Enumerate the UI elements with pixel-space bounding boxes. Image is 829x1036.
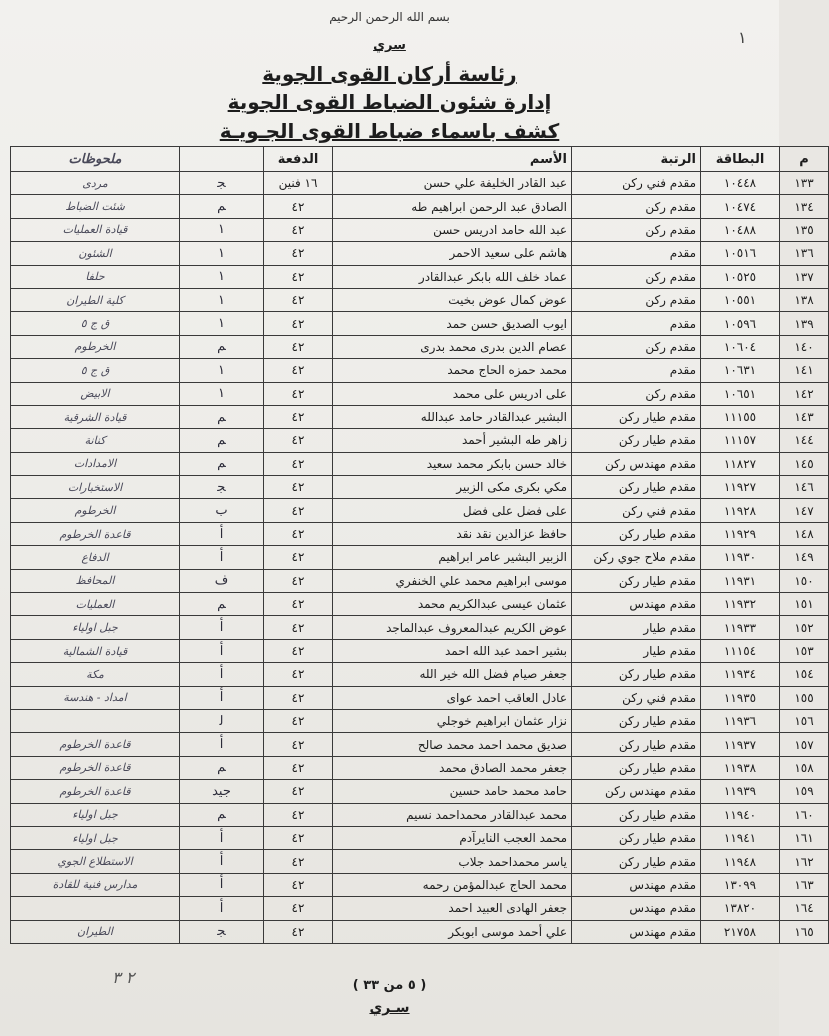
cell-rank: مقدم طيار ركن [572,663,701,686]
cell-card: ١٠٥٥١ [701,288,780,311]
cell-signature: ﻢ [180,452,264,475]
table-row [11,172,829,195]
table-row [11,288,829,311]
cell-batch: ٤٢ [264,639,333,662]
cell-note [11,709,180,732]
cell-batch: ٤٢ [264,359,333,382]
cell-note: ق ج ٥ [11,312,180,335]
cell-card: ١١١٥٧ [701,429,780,452]
cell-name: حافظ عزالدين نقد نقد [333,522,572,545]
cell-card: ١٠٦٣١ [701,359,780,382]
cell-rank: مقدم مهندس [572,920,701,943]
cell-batch: ٤٢ [264,593,333,616]
cell-rank: مقدم فني ركن [572,499,701,522]
basmala: بسم الله الرحمن الرحيم [329,10,450,24]
cell-batch: ٤٢ [264,265,333,288]
cell-signature: ﻢ [180,593,264,616]
table-row [11,405,829,428]
cell-signature: ﺠ [180,920,264,943]
cell-signature: ١ [180,312,264,335]
cell-num: ١٥٤ [780,663,829,686]
cell-num: ١٥٨ [780,756,829,779]
cell-note: قيادة العمليات [11,218,180,241]
cell-rank: مقدم ركن [572,195,701,218]
table-row [11,546,829,569]
cell-num: ١٤٤ [780,429,829,452]
header-rank: الرتبة [572,147,701,172]
table-row [11,499,829,522]
cell-note: الابيض [11,382,180,405]
cell-note: قيادة الشمالية [11,639,180,662]
table-row [11,850,829,873]
cell-rank: مقدم طيار ركن [572,756,701,779]
cell-card: ١٠٥٩٦ [701,312,780,335]
cell-rank: مقدم طيار ركن [572,429,701,452]
cell-signature: ﺃ [180,663,264,686]
cell-note: الخرطوم [11,499,180,522]
cell-rank: مقدم [572,359,701,382]
cell-batch: ٤٢ [264,405,333,428]
cell-name: عماد خلف الله بابكر عبدالقادر [333,265,572,288]
cell-note: الشئون [11,242,180,265]
cell-rank: مقدم ركن [572,335,701,358]
cell-signature: ﺠ [180,172,264,195]
cell-card: ١١١٥٤ [701,639,780,662]
cell-num: ١٤٧ [780,499,829,522]
cell-rank: مقدم طيار ركن [572,803,701,826]
cell-num: ١٥٢ [780,616,829,639]
cell-name: محمد حمزه الحاج محمد [333,359,572,382]
heading-line-2: إدارة شئون الضباط القوى الجوية [227,90,552,114]
cell-card: ١١٩٣١ [701,569,780,592]
cell-name: حامد محمد حامد حسين [333,780,572,803]
cell-rank: مقدم طيار ركن [572,733,701,756]
cell-card: ١١٩٤١ [701,826,780,849]
cell-num: ١٤٦ [780,476,829,499]
cell-card: ٢١٧٥٨ [701,920,780,943]
cell-name: الصادق عبد الرحمن ابراهيم طه [333,195,572,218]
cell-name: محمد العجب النايرآدم [333,826,572,849]
cell-batch: ٤٢ [264,522,333,545]
cell-name: بشير احمد عبد الله احمد [333,639,572,662]
cell-num: ١٥٦ [780,709,829,732]
cell-batch: ٤٢ [264,803,333,826]
cell-note: العمليات [11,593,180,616]
cell-batch: ٤٢ [264,195,333,218]
cell-name: الزبير البشير عامر ابراهيم [333,546,572,569]
cell-name: مكي بكرى مكى الزبير [333,476,572,499]
cell-note: قاعدة الخرطوم [11,522,180,545]
cell-rank: مقدم طيار ركن [572,522,701,545]
cell-num: ١٦١ [780,826,829,849]
cell-note: كنانة [11,429,180,452]
cell-num: ١٤٢ [780,382,829,405]
heading-line-3: كشف باسماء ضباط القوى الجـويـة [219,119,560,143]
cell-note: الطيران [11,920,180,943]
cell-note: كلية الطيران [11,288,180,311]
cell-note: شئت الضباط [11,195,180,218]
cell-rank: مقدم طيار ركن [572,405,701,428]
cell-num: ١٤٨ [780,522,829,545]
cell-card: ١١٩٤٨ [701,850,780,873]
cell-note: قاعدة الخرطوم [11,780,180,803]
cell-note: ق ج ٥ [11,359,180,382]
cell-signature: ﺃ [180,616,264,639]
cell-batch: ٤٢ [264,756,333,779]
cell-card: ١٠٦٥١ [701,382,780,405]
table-row [11,756,829,779]
cell-rank: مقدم [572,312,701,335]
cell-name: ايوب الصديق حسن حمد [333,312,572,335]
cell-card: ١٠٥٢٥ [701,265,780,288]
cell-num: ١٣٧ [780,265,829,288]
cell-card: ١١٩٤٠ [701,803,780,826]
cell-num: ١٣٩ [780,312,829,335]
table-row [11,803,829,826]
table-row [11,569,829,592]
cell-card: ١٠٤٤٨ [701,172,780,195]
cell-num: ١٣٥ [780,218,829,241]
header-num: م [780,147,829,172]
cell-batch: ٤٢ [264,382,333,405]
cell-rank: مقدم مهندس ركن [572,452,701,475]
header-name: الأسم [333,147,572,172]
cell-note: جبل اولياء [11,616,180,639]
table-row [11,593,829,616]
cell-batch: ٤٢ [264,499,333,522]
cell-signature: ١ [180,242,264,265]
cell-name: صديق محمد احمد محمد صالح [333,733,572,756]
cell-batch: ٤٢ [264,616,333,639]
cell-rank: مقدم ركن [572,382,701,405]
cell-batch: ٤٢ [264,312,333,335]
cell-rank: مقدم مهندس [572,593,701,616]
table-row [11,265,829,288]
cell-batch: ٤٢ [264,873,333,896]
cell-note: امداد - هندسة [11,686,180,709]
cell-note: الدفاع [11,546,180,569]
table-row [11,359,829,382]
cell-card: ١١١٥٥ [701,405,780,428]
cell-card: ١١٩٣٢ [701,593,780,616]
cell-signature: ﻢ [180,405,264,428]
cell-card: ١٣٨٢٠ [701,897,780,920]
table-row [11,663,829,686]
cell-num: ١٤٩ [780,546,829,569]
cell-batch: ٤٢ [264,733,333,756]
table-row [11,452,829,475]
table-row [11,242,829,265]
cell-num: ١٦٠ [780,803,829,826]
cell-name: البشير عبدالقادر حامد عبدالله [333,405,572,428]
cell-note: الاستطلاع الجوي [11,850,180,873]
cell-batch: ٤٢ [264,826,333,849]
cell-name: هاشم على سعيد الاحمر [333,242,572,265]
table-row [11,920,829,943]
cell-card: ١١٨٢٧ [701,452,780,475]
heading-line-1: رئاسة أركان القوى الجوية [262,62,517,86]
cell-name: عبد الله حامد ادريس حسن [333,218,572,241]
cell-num: ١٦٥ [780,920,829,943]
table-row [11,335,829,358]
cell-batch: ٤٢ [264,850,333,873]
cell-batch: ٤٢ [264,920,333,943]
cell-signature: ﻑ [180,569,264,592]
cell-signature: ١ [180,382,264,405]
cell-batch: ٤٢ [264,569,333,592]
page-number: ( ٥ من ٣٣ ) [352,978,427,993]
cell-rank: مقدم فني ركن [572,172,701,195]
cell-name: عوض كمال عوض بخيت [333,288,572,311]
cell-name: جعفر محمد الصادق محمد [333,756,572,779]
table-row [11,195,829,218]
cell-num: ١٤٠ [780,335,829,358]
cell-note [11,897,180,920]
cell-signature: ﺃ [180,826,264,849]
cell-rank: مقدم ركن [572,218,701,241]
cell-name: موسى ابراهيم محمد علي الخنفري [333,569,572,592]
cell-note: مكة [11,663,180,686]
header-batch: الدفعة [264,147,333,172]
cell-rank: مقدم طيار ركن [572,476,701,499]
officers-table [10,146,829,944]
cell-card: ١١٩٢٧ [701,476,780,499]
cell-batch: ٤٢ [264,429,333,452]
cell-num: ١٦٤ [780,897,829,920]
cell-signature: ﺃ [180,733,264,756]
cell-rank: مقدم طيار ركن [572,709,701,732]
cell-num: ١٥١ [780,593,829,616]
cell-name: زاهر طه البشير أحمد [333,429,572,452]
cell-signature: ﻟ [180,709,264,732]
cell-num: ١٤١ [780,359,829,382]
cell-card: ١٣٠٩٩ [701,873,780,896]
cell-batch: ٤٢ [264,335,333,358]
table-row [11,616,829,639]
table-row [11,709,829,732]
table-row [11,873,829,896]
cell-note: مردى [11,172,180,195]
cell-batch: ٤٢ [264,288,333,311]
cell-rank: مقدم مهندس [572,873,701,896]
cell-name: عوض الكريم عبدالمعروف عبدالماجد [333,616,572,639]
cell-name: جعفر صيام فضل الله خير الله [333,663,572,686]
cell-rank: مقدم مهندس ركن [572,780,701,803]
cell-signature: ﺃ [180,639,264,662]
cell-batch: ٤٢ [264,663,333,686]
table-row [11,733,829,756]
cell-batch: ٤٢ [264,709,333,732]
cell-signature: ﻢ [180,756,264,779]
cell-note: حلفا [11,265,180,288]
cell-rank: مقدم [572,242,701,265]
table-row [11,312,829,335]
cell-batch: ٤٢ [264,476,333,499]
cell-note: الامدادات [11,452,180,475]
cell-batch: ١٦ فنين [264,172,333,195]
cell-rank: مقدم طيار [572,639,701,662]
header-card: البطاقة [701,147,780,172]
cell-name: عبد القادر الخليفة علي حسن [333,172,572,195]
table-header-row [11,147,829,172]
cell-num: ١٥٠ [780,569,829,592]
cell-signature: ١ [180,265,264,288]
cell-note: الاستخبارات [11,476,180,499]
cell-num: ١٤٣ [780,405,829,428]
cell-rank: مقدم طيار ركن [572,569,701,592]
cell-num: ١٣٣ [780,172,829,195]
cell-name: علي أحمد موسى ابوبكر [333,920,572,943]
cell-signature: ﺃ [180,897,264,920]
cell-name: خالد حسن بابكر محمد سعيد [333,452,572,475]
cell-rank: مقدم مهندس [572,897,701,920]
classification-top: سري [373,38,406,53]
cell-note: الخرطوم [11,335,180,358]
table-row [11,780,829,803]
handwritten-scribble: ٢ ٣ [112,968,135,987]
cell-name: على فضل على فضل [333,499,572,522]
cell-batch: ٤٢ [264,546,333,569]
cell-batch: ٤٢ [264,452,333,475]
cell-rank: مقدم ركن [572,288,701,311]
header-notes: ملحوظات [11,147,180,172]
cell-batch: ٤٢ [264,242,333,265]
cell-card: ١١٩٣٧ [701,733,780,756]
cell-signature: ب [180,499,264,522]
cell-card: ١١٩٣٠ [701,546,780,569]
cell-card: ١١٩٣٨ [701,756,780,779]
cell-note: قاعدة الخرطوم [11,733,180,756]
cell-num: ١٣٨ [780,288,829,311]
cell-num: ١٥٣ [780,639,829,662]
classification-bottom: سـري [369,1000,410,1016]
cell-name: جعفر الهادى العبيد احمد [333,897,572,920]
cell-rank: مقدم ركن [572,265,701,288]
cell-note: قيادة الشرقية [11,405,180,428]
cell-name: نزار عثمان ابراهيم خوجلي [333,709,572,732]
table-row [11,218,829,241]
table-row [11,826,829,849]
cell-card: ١١٩٣٦ [701,709,780,732]
table-row [11,522,829,545]
table-row [11,382,829,405]
cell-card: ١١٩٣٩ [701,780,780,803]
cell-card: ١١٩٣٣ [701,616,780,639]
margin-mark: ١ [738,28,747,47]
cell-card: ١١٩٢٩ [701,522,780,545]
cell-note: جبل اولياء [11,803,180,826]
cell-note: قاعدة الخرطوم [11,756,180,779]
cell-signature: ﺠ [180,476,264,499]
table-row [11,476,829,499]
cell-num: ١٣٦ [780,242,829,265]
cell-rank: مقدم ملاح جوي ركن [572,546,701,569]
cell-card: ١٠٥١٦ [701,242,780,265]
cell-num: ١٦٣ [780,873,829,896]
cell-signature: ﻢ [180,429,264,452]
cell-signature: ﻢ [180,195,264,218]
cell-signature: ١ [180,288,264,311]
cell-signature: ﺃ [180,686,264,709]
cell-card: ١١٩٢٨ [701,499,780,522]
cell-rank: مقدم طيار ركن [572,826,701,849]
cell-signature: ﺃ [180,522,264,545]
cell-signature: ﻢ [180,335,264,358]
cell-signature: ﺃ [180,546,264,569]
cell-name: عثمان عيسى عبدالكريم محمد [333,593,572,616]
cell-card: ١٠٤٧٤ [701,195,780,218]
cell-signature: ١ [180,359,264,382]
cell-signature: ١ [180,218,264,241]
cell-name: على ادريس على محمد [333,382,572,405]
cell-card: ١١٩٣٤ [701,663,780,686]
cell-card: ١١٩٣٥ [701,686,780,709]
cell-batch: ٤٢ [264,686,333,709]
cell-batch: ٤٢ [264,780,333,803]
table-row [11,686,829,709]
cell-card: ١٠٤٨٨ [701,218,780,241]
cell-rank: مقدم طيار [572,616,701,639]
cell-name: عصام الدين بدرى محمد بدرى [333,335,572,358]
cell-name: عادل العاقب احمد عواى [333,686,572,709]
cell-card: ١٠٦٠٤ [701,335,780,358]
cell-signature: ﻢ [180,803,264,826]
cell-rank: مقدم طيار ركن [572,850,701,873]
header-signature [180,147,264,172]
cell-name: ياسر محمداحمد جلاب [333,850,572,873]
cell-num: ١٥٥ [780,686,829,709]
cell-note: مدارس فنية للقادة [11,873,180,896]
cell-rank: مقدم فني ركن [572,686,701,709]
table-row [11,897,829,920]
cell-num: ١٥٧ [780,733,829,756]
cell-num: ١٣٤ [780,195,829,218]
cell-batch: ٤٢ [264,897,333,920]
cell-signature: ﺟﻴﺪ [180,780,264,803]
cell-signature: ﺃ [180,850,264,873]
cell-num: ١٤٥ [780,452,829,475]
cell-num: ١٦٢ [780,850,829,873]
cell-note: جبل اولياء [11,826,180,849]
cell-batch: ٤٢ [264,218,333,241]
table-row [11,429,829,452]
cell-signature: ﺃ [180,873,264,896]
cell-num: ١٥٩ [780,780,829,803]
cell-name: محمد الحاج عبدالمؤمن رحمه [333,873,572,896]
cell-note: المحافظ [11,569,180,592]
cell-name: محمد عبدالقادر محمداحمد نسيم [333,803,572,826]
table-row [11,639,829,662]
